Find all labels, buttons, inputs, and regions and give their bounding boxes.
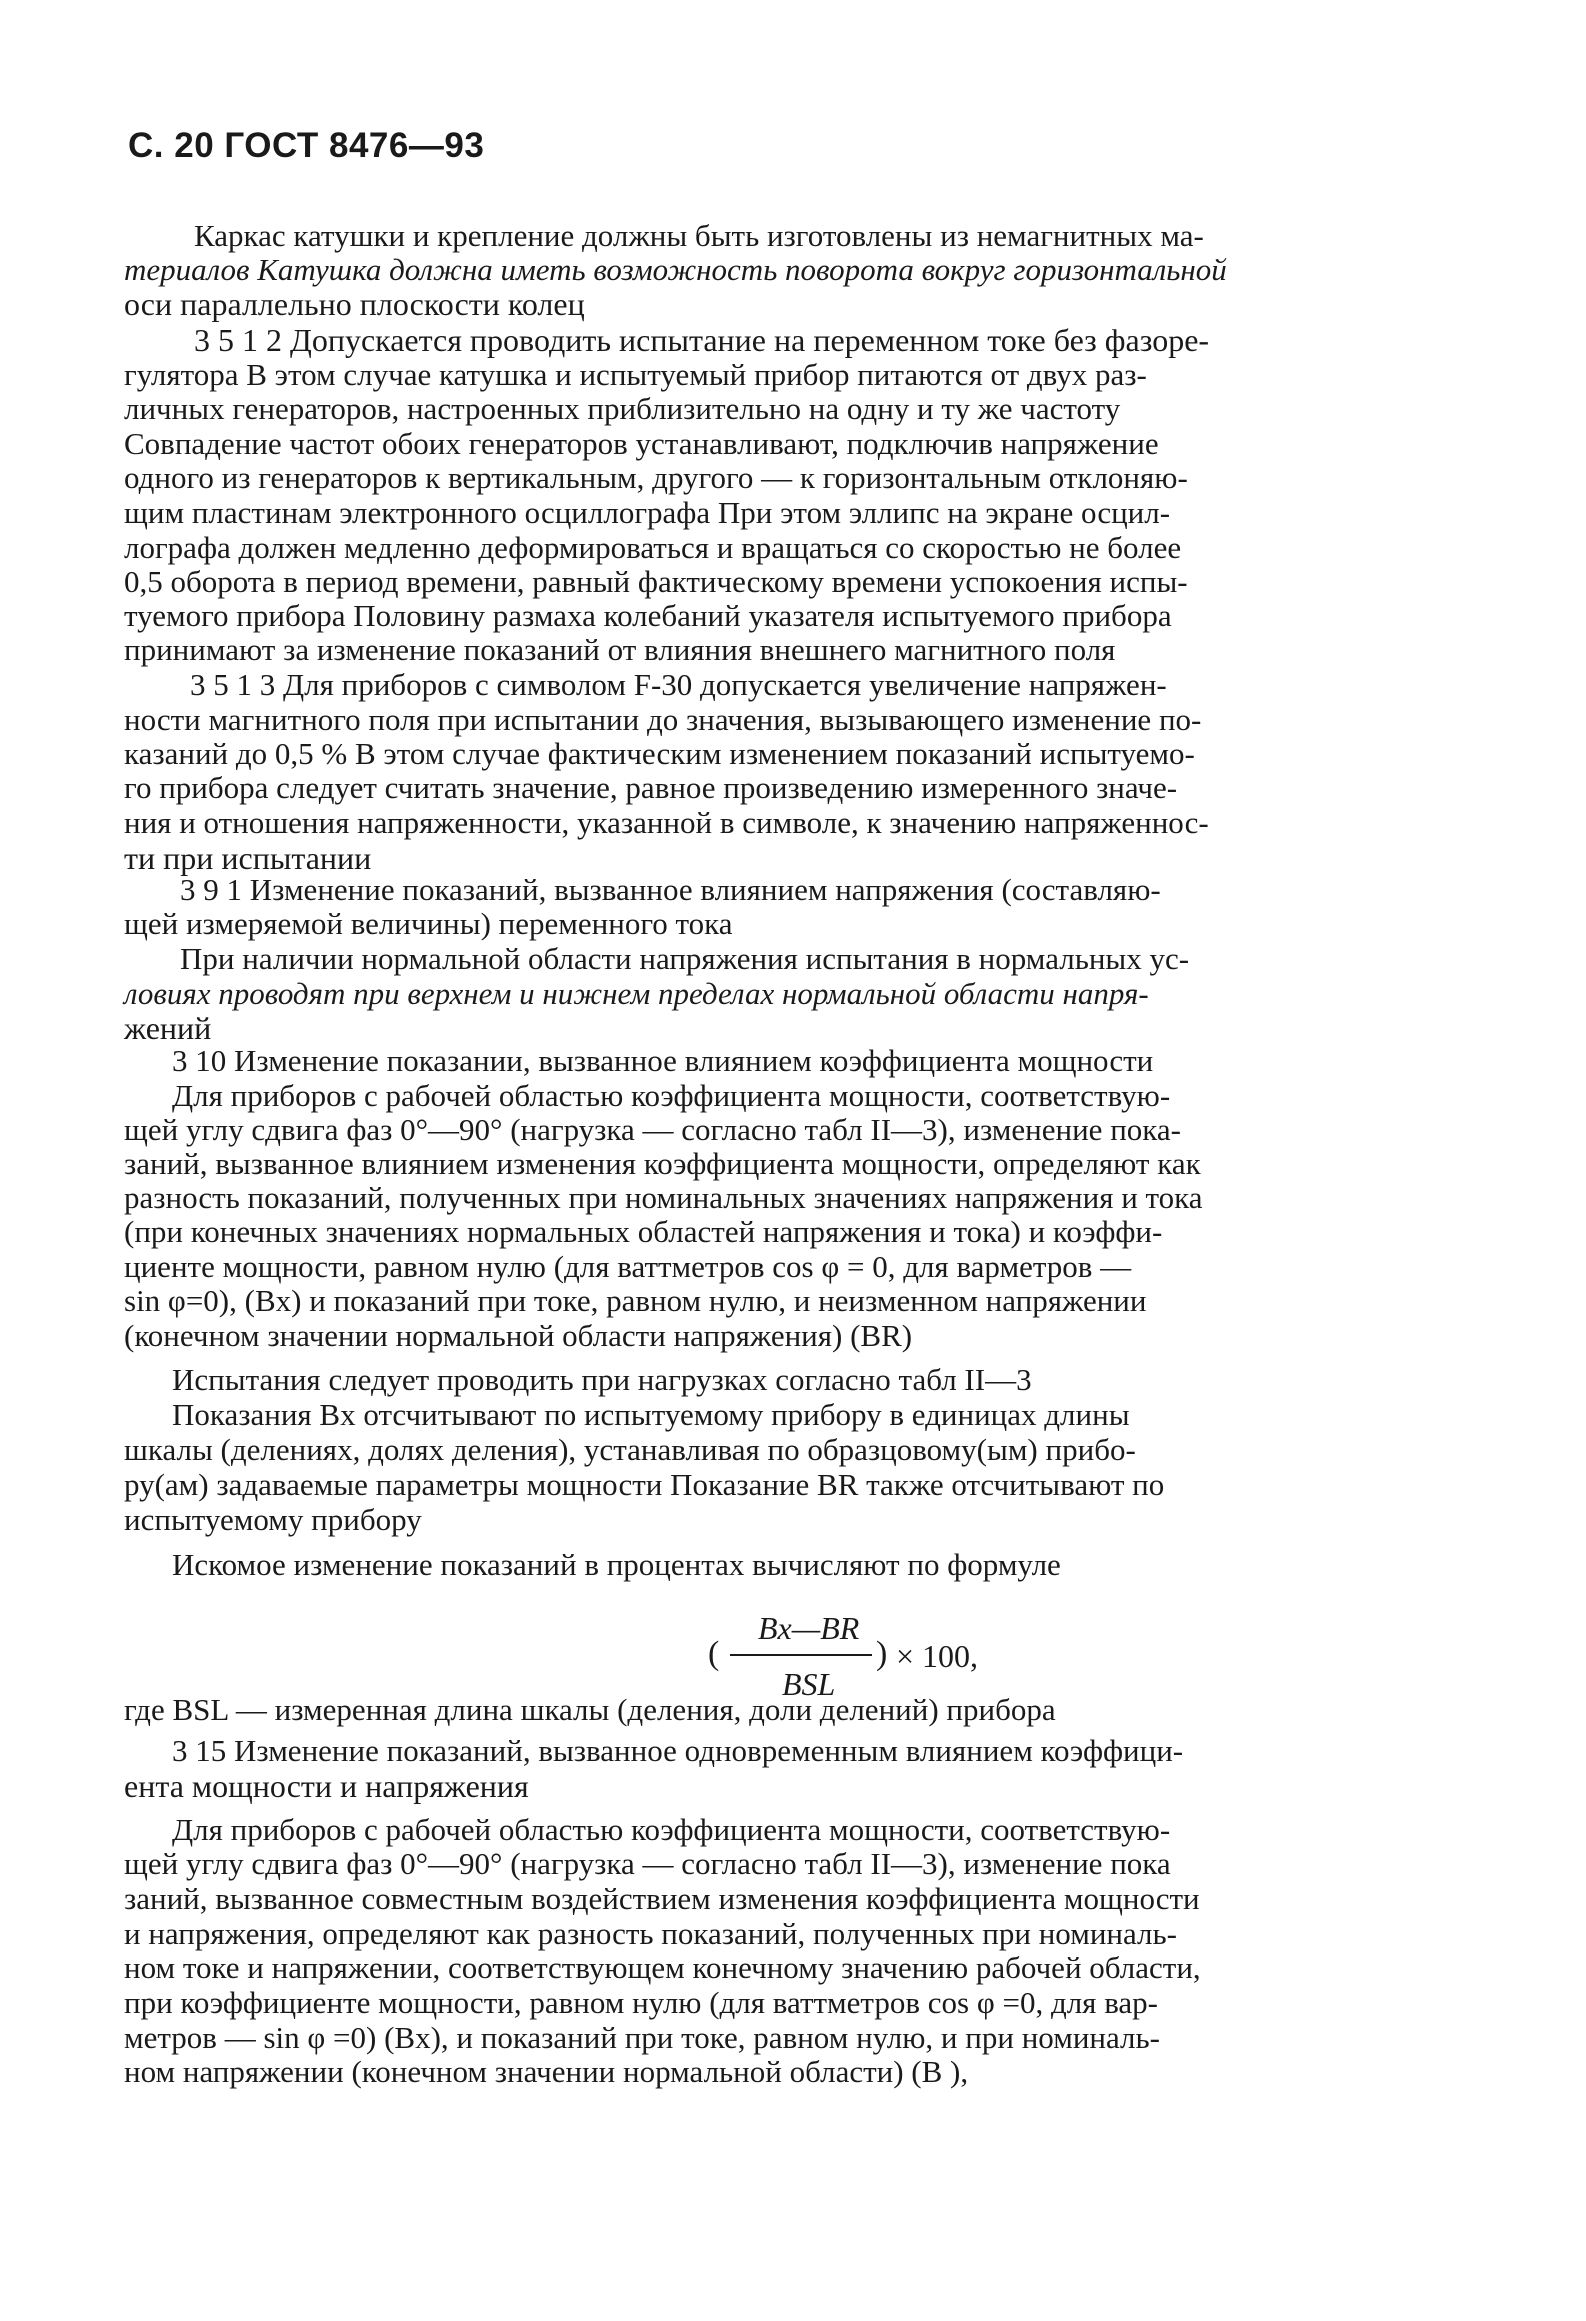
text-line: одного из генераторов к вертикальным, другого — к горизонтальным отклоняю- <box>124 460 1188 495</box>
text-line: 3 5 1 2 Допускается проводить испытание на переменном токе без фазоре- <box>194 322 1210 358</box>
text-line: 3 5 1 3 Для приборов с символом F-30 допускается увеличение напряжен- <box>190 667 1167 702</box>
formula-multiplier: × 100, <box>896 1638 979 1674</box>
text-line: и напряжения, определяют как разность показаний, полученных при номиналь- <box>124 1916 1177 1951</box>
text-line: разность показаний, полученных при номинальных значениях напряжения и тока <box>124 1180 1203 1215</box>
text-line: туемого прибора Половину размаха колебаний указателя испытуемого прибора <box>124 598 1172 633</box>
formula-open-paren: ( <box>708 1635 720 1672</box>
text-line: (при конечных значениях нормальных областей напряжения и тока) и коэффи- <box>124 1214 1163 1249</box>
text-line: Для приборов с рабочей областью коэффициента мощности, соответствую- <box>172 1812 1171 1847</box>
text-line: ном напряжении (конечном значении нормальной области) (B ), <box>124 2054 969 2089</box>
text-line: При наличии нормальной области напряжения испытания в нормальных ус- <box>180 941 1190 976</box>
text-line: (конечном значении нормальной области напряжения) (BR) <box>124 1318 913 1353</box>
text-line: испытуемому прибору <box>124 1502 422 1537</box>
text-line: ния и отношения напряженности, указанной в символе, к значению напряженнос- <box>124 805 1209 840</box>
text-line: лографа должен медленно деформироваться и вращаться со скоростью не более <box>124 530 1182 565</box>
text-line: заний, вызванное совместным воздействием изменения коэффициента мощности <box>124 1881 1200 1916</box>
text-line: щей углу сдвига фаз 0°—90° (нагрузка — согласно табл II—3), изменение пока- <box>124 1112 1181 1147</box>
text-line: где BSL — измеренная длина шкалы (деления, доли делений) прибора <box>124 1692 1056 1727</box>
text-line: щей измеряемой величины) переменного тока <box>124 906 733 941</box>
formula-close-paren: ) <box>876 1635 888 1672</box>
text-line: 0,5 оборота в период времени, равный фактическому времени успокоения испы- <box>124 564 1188 599</box>
text-line: принимают за изменение показаний от влияния внешнего магнитного поля <box>124 632 1116 667</box>
text-line: ти при испытании <box>124 840 372 876</box>
text-line: ном токе и напряжении, соответствующем конечному значению рабочей области, <box>124 1950 1201 1985</box>
text-line: sin φ=0), (Bx) и показаний при токе, равном нулю, и неизменном напряжении <box>124 1283 1147 1318</box>
text-line: гулятора В этом случае катушка и испытуемый прибор питаются от двух раз- <box>124 357 1147 392</box>
text-line: ента мощности и напряжения <box>124 1768 529 1804</box>
text-line: казаний до 0,5 % В этом случае фактическим изменением показаний испытуемо- <box>124 736 1195 771</box>
text-line: Для приборов с рабочей областью коэффициента мощности, соответствую- <box>172 1078 1171 1113</box>
text-line: ности магнитного поля при испытании до значения, вызывающего изменение по- <box>124 702 1202 737</box>
text-line: щей углу сдвига фаз 0°—90° (нагрузка — согласно табл II—3), изменение пока <box>124 1846 1171 1881</box>
text-line: 3 15 Изменение показаний, вызванное одновременным влиянием коэффици- <box>172 1733 1184 1768</box>
formula-numerator: Bx—BR <box>758 1610 860 1646</box>
text-line: оси параллельно плоскости колец <box>124 286 585 322</box>
text-line: го прибора следует считать значение, равное произведению измеренного значе- <box>124 770 1178 805</box>
page-header: С. 20 ГОСТ 8476—93 <box>128 126 485 165</box>
text-line: териалов Катушка должна иметь возможность поворота вокруг горизонтальной <box>124 252 1227 287</box>
text-line: Совпадение частот обоих генераторов устанавливают, подключив напряжение <box>124 426 1159 461</box>
text-line: жений <box>124 1010 212 1046</box>
text-line: 3 9 1 Изменение показаний, вызванное влиянием напряжения (составляю- <box>180 872 1161 907</box>
text-line: ловиях проводят при верхнем и нижнем пределах нормальной области напря- <box>124 976 1149 1011</box>
text-line: личных генераторов, настроенных приблизительно на одну и ту же частоту <box>124 391 1121 426</box>
text-line: Искомое изменение показаний в процентах вычисляют по формуле <box>172 1547 1061 1582</box>
text-line: метров — sin φ =0) (Bx), и показаний при токе, равном нулю, и при номиналь- <box>124 2020 1160 2055</box>
text-line: Испытания следует проводить при нагрузках согласно табл II—3 <box>172 1362 1032 1397</box>
text-line: Каркас катушки и крепление должны быть изготовлены из немагнитных ма- <box>194 218 1204 253</box>
text-line: щим пластинам электронного осциллографа При этом эллипс на экране осцил- <box>124 495 1171 530</box>
text-line: циенте мощности, равном нулю (для ваттметров cos φ = 0, для варметров — <box>124 1249 1132 1284</box>
text-line: Показания Bx отсчитывают по испытуемому прибору в единицах длины <box>172 1397 1130 1432</box>
text-line: при коэффициенте мощности, равном нулю (для ваттметров cos φ =0, для вар- <box>124 1985 1159 2020</box>
text-line: заний, вызванное влиянием изменения коэффициента мощности, определяют как <box>124 1146 1201 1181</box>
text-line: 3 10 Изменение показании, вызванное влиянием коэффициента мощности <box>172 1043 1154 1078</box>
formula-denominator: BSL <box>782 1666 836 1702</box>
text-line: ру(ам) задаваемые параметры мощности Показание BR также отсчитывают по <box>124 1467 1165 1502</box>
text-line: шкалы (делениях, долях деления), устанавливая по образцовому(ым) прибо- <box>124 1432 1136 1467</box>
